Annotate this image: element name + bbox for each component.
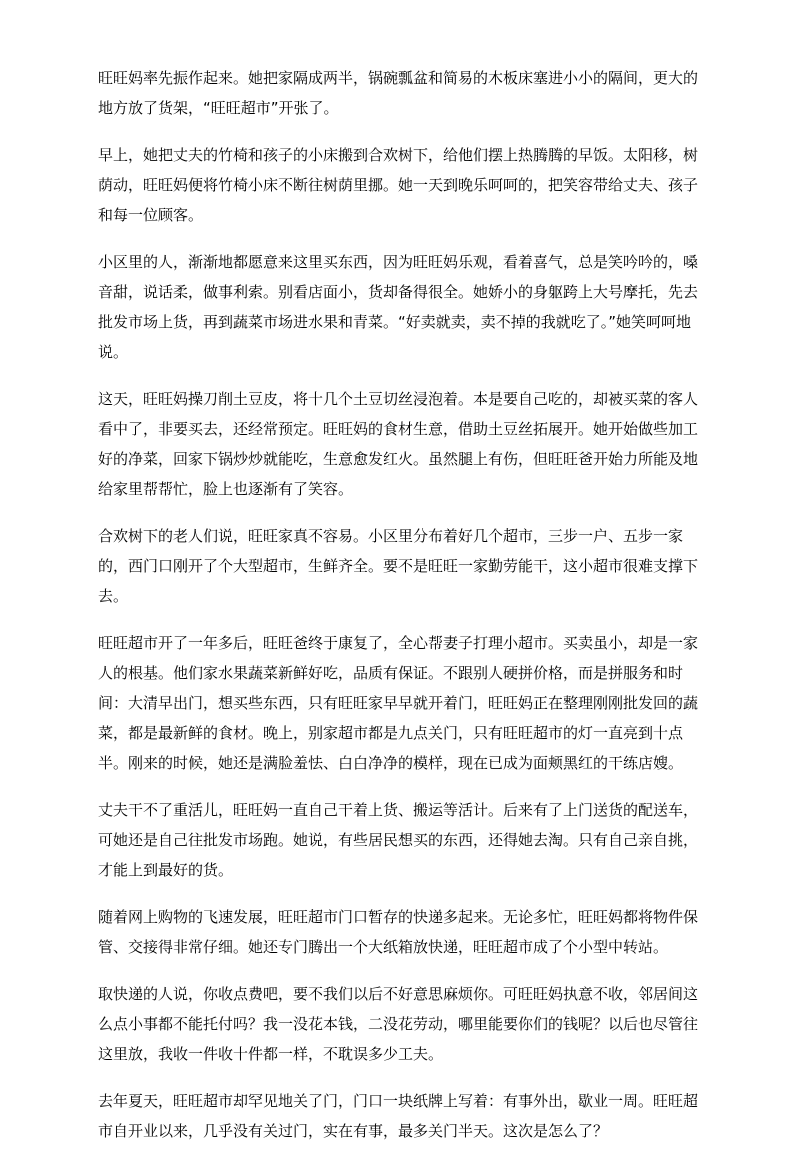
paragraph-4: 这天，旺旺妈操刀削土豆皮，将十几个土豆切丝浸泡着。本是要自己吃的，却被买菜的客人看中了，非要买去，还经常预定。旺旺妈的食材生意，借助土豆丝拓展开。她开始做些加工好的净菜，回家下锅炒炒就能吃，生意愈发红火。虽然腿上有伤，但旺旺爸开始力所能及地给家里帮帮忙，脸上也逐渐有了笑容。: [98, 390, 699, 498]
paragraph-6: 旺旺超市开了一年多后，旺旺爸终于康复了，全心帮妻子打理小超市。买卖虽小，却是一家人的根基。他们家水果蔬菜新鲜好吃，品质有保证。不跟别人硬拼价格，而是拼服务和时间：大清早出门，想买些东西，只有旺旺家早早就开着门，旺旺妈正在整理刚刚批发回的蔬菜，都是最新鲜的食材。晚上，别家超市都是九点关门，只有旺旺超市的灯一直亮到十点半。刚来的时候，她还是满脸羞怯、白白净净的模样，现在已成为面颊黑红的干练店嫂。: [98, 634, 699, 772]
paragraph-5: 合欢树下的老人们说，旺旺家真不容易。小区里分布着好几个超市，三步一户、五步一家的，西门口刚开了个大型超市，生鲜齐全。要不是旺旺一家勤劳能干，这小超市很难支撑下去。: [98, 527, 699, 605]
paragraph-1: 旺旺妈率先振作起来。她把家隔成两半，锅碗瓢盆和简易的木板床塞进小小的隔间，更大的地方放了货架，“旺旺超市”开张了。: [98, 69, 699, 117]
document-body: [98, 63, 698, 1163]
paragraph-8: 随着网上购物的飞速发展，旺旺超市门口暂存的快递多起来。无论多忙，旺旺妈都将物件保管、交接得非常仔细。她还专门腾出一个大纸箱放快递，旺旺超市成了个小型中转站。: [98, 908, 699, 956]
paragraph-3: 小区里的人，渐渐地都愿意来这里买东西，因为旺旺妈乐观，看着喜气，总是笑吟吟的，嗓音甜，说话柔，做事利索。别看店面小，货却备得很全。她娇小的身躯跨上大号摩托，先去批发市场上货，再到蔬菜市场进水果和青菜。“好卖就卖，卖不掉的我就吃了。”她笑呵呵地说。: [98, 253, 699, 361]
paragraph-7: 丈夫干不了重活儿，旺旺妈一直自己干着上货、搬运等活计。后来有了上门送货的配送车，可她还是自己往批发市场跑。她说，有些居民想买的东西，还得她去淘。只有自己亲自挑，才能上到最好的货。: [98, 801, 699, 879]
paragraph-2: 早上，她把丈夫的竹椅和孩子的小床搬到合欢树下，给他们摆上热腾腾的早饭。太阳移，树荫动，旺旺妈便将竹椅小床不断往树荫里挪。她一天到晚乐呵呵的，把笑容带给丈夫、孩子和每一位顾客。: [98, 146, 699, 224]
paragraph-10: 去年夏天，旺旺超市却罕见地关了门，门口一块纸牌上写着：有事外出，歇业一周。旺旺超市自开业以来，几乎没有关过门，实在有事，最多关门半天。这次是怎么了？: [98, 1092, 699, 1140]
paragraph-9: 取快递的人说，你收点费吧，要不我们以后不好意思麻烦你。可旺旺妈执意不收，邻居间这么点小事都不能托付吗？我一没花本钱，二没花劳动，哪里能要你们的钱呢？以后也尽管往这里放，我收一件收十件都一样，不耽误多少工夫。: [98, 985, 699, 1063]
